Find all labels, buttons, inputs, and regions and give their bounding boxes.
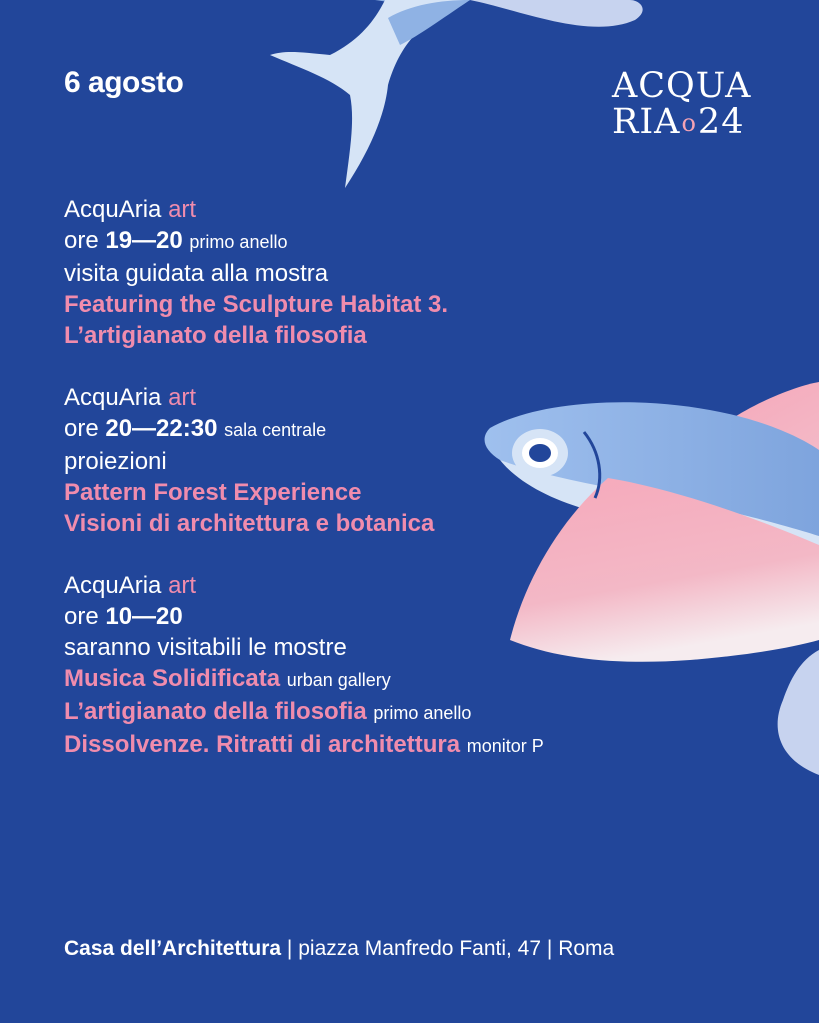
event-description: visita guidata alla mostra	[64, 260, 329, 287]
separator: |	[546, 937, 553, 960]
exhibit-title: Dissolvenze. Ritratti di architettura	[64, 731, 461, 758]
event-org: AcquAria art	[64, 572, 197, 599]
top-fish-illustration	[270, 0, 643, 188]
exhibit-location: monitor P	[466, 736, 544, 756]
exhibit-item	[64, 729, 764, 762]
city: Roma	[558, 937, 615, 960]
acquaria-logo	[612, 68, 762, 141]
event-org: AcquAria art	[64, 196, 197, 223]
footer-address	[64, 937, 614, 961]
exhibit-title: L’artigianato della filosofia	[64, 698, 367, 725]
event-org: AcquAria art	[64, 384, 197, 411]
event-description: saranno visitabili le mostre	[64, 634, 347, 661]
exhibit-item	[64, 663, 764, 696]
event-title: Visioni di architettura e botanica	[64, 510, 435, 537]
event-item	[64, 194, 764, 351]
event-title: L’artigianato della filosofia	[64, 322, 367, 349]
exhibit-item	[64, 696, 764, 729]
separator: |	[286, 937, 293, 960]
event-location: sala centrale	[224, 420, 327, 440]
logo-line-1: ACQUA	[612, 66, 752, 106]
exhibit-title: Musica Solidificata	[64, 665, 281, 692]
street-address: piazza Manfredo Fanti, 47	[298, 937, 542, 960]
event-item	[64, 570, 764, 762]
event-time: ore 19—20 primo anello	[64, 227, 288, 254]
exhibit-location: primo anello	[373, 703, 472, 723]
logo-line-2: RIAo24	[612, 102, 745, 142]
event-location: primo anello	[189, 232, 288, 252]
exhibit-location: urban gallery	[286, 670, 391, 690]
event-title: Featuring the Sculpture Habitat 3.	[64, 291, 449, 318]
events-list	[64, 194, 764, 793]
event-item	[64, 382, 764, 539]
venue-name: Casa dell’Architettura	[64, 937, 282, 960]
logo-ring-icon: o	[681, 109, 697, 137]
event-date: 6 agosto	[64, 66, 184, 99]
event-time: ore 10—20	[64, 603, 183, 630]
event-title: Pattern Forest Experience	[64, 479, 362, 506]
event-description: proiezioni	[64, 448, 167, 475]
event-time: ore 20—22:30 sala centrale	[64, 415, 327, 442]
